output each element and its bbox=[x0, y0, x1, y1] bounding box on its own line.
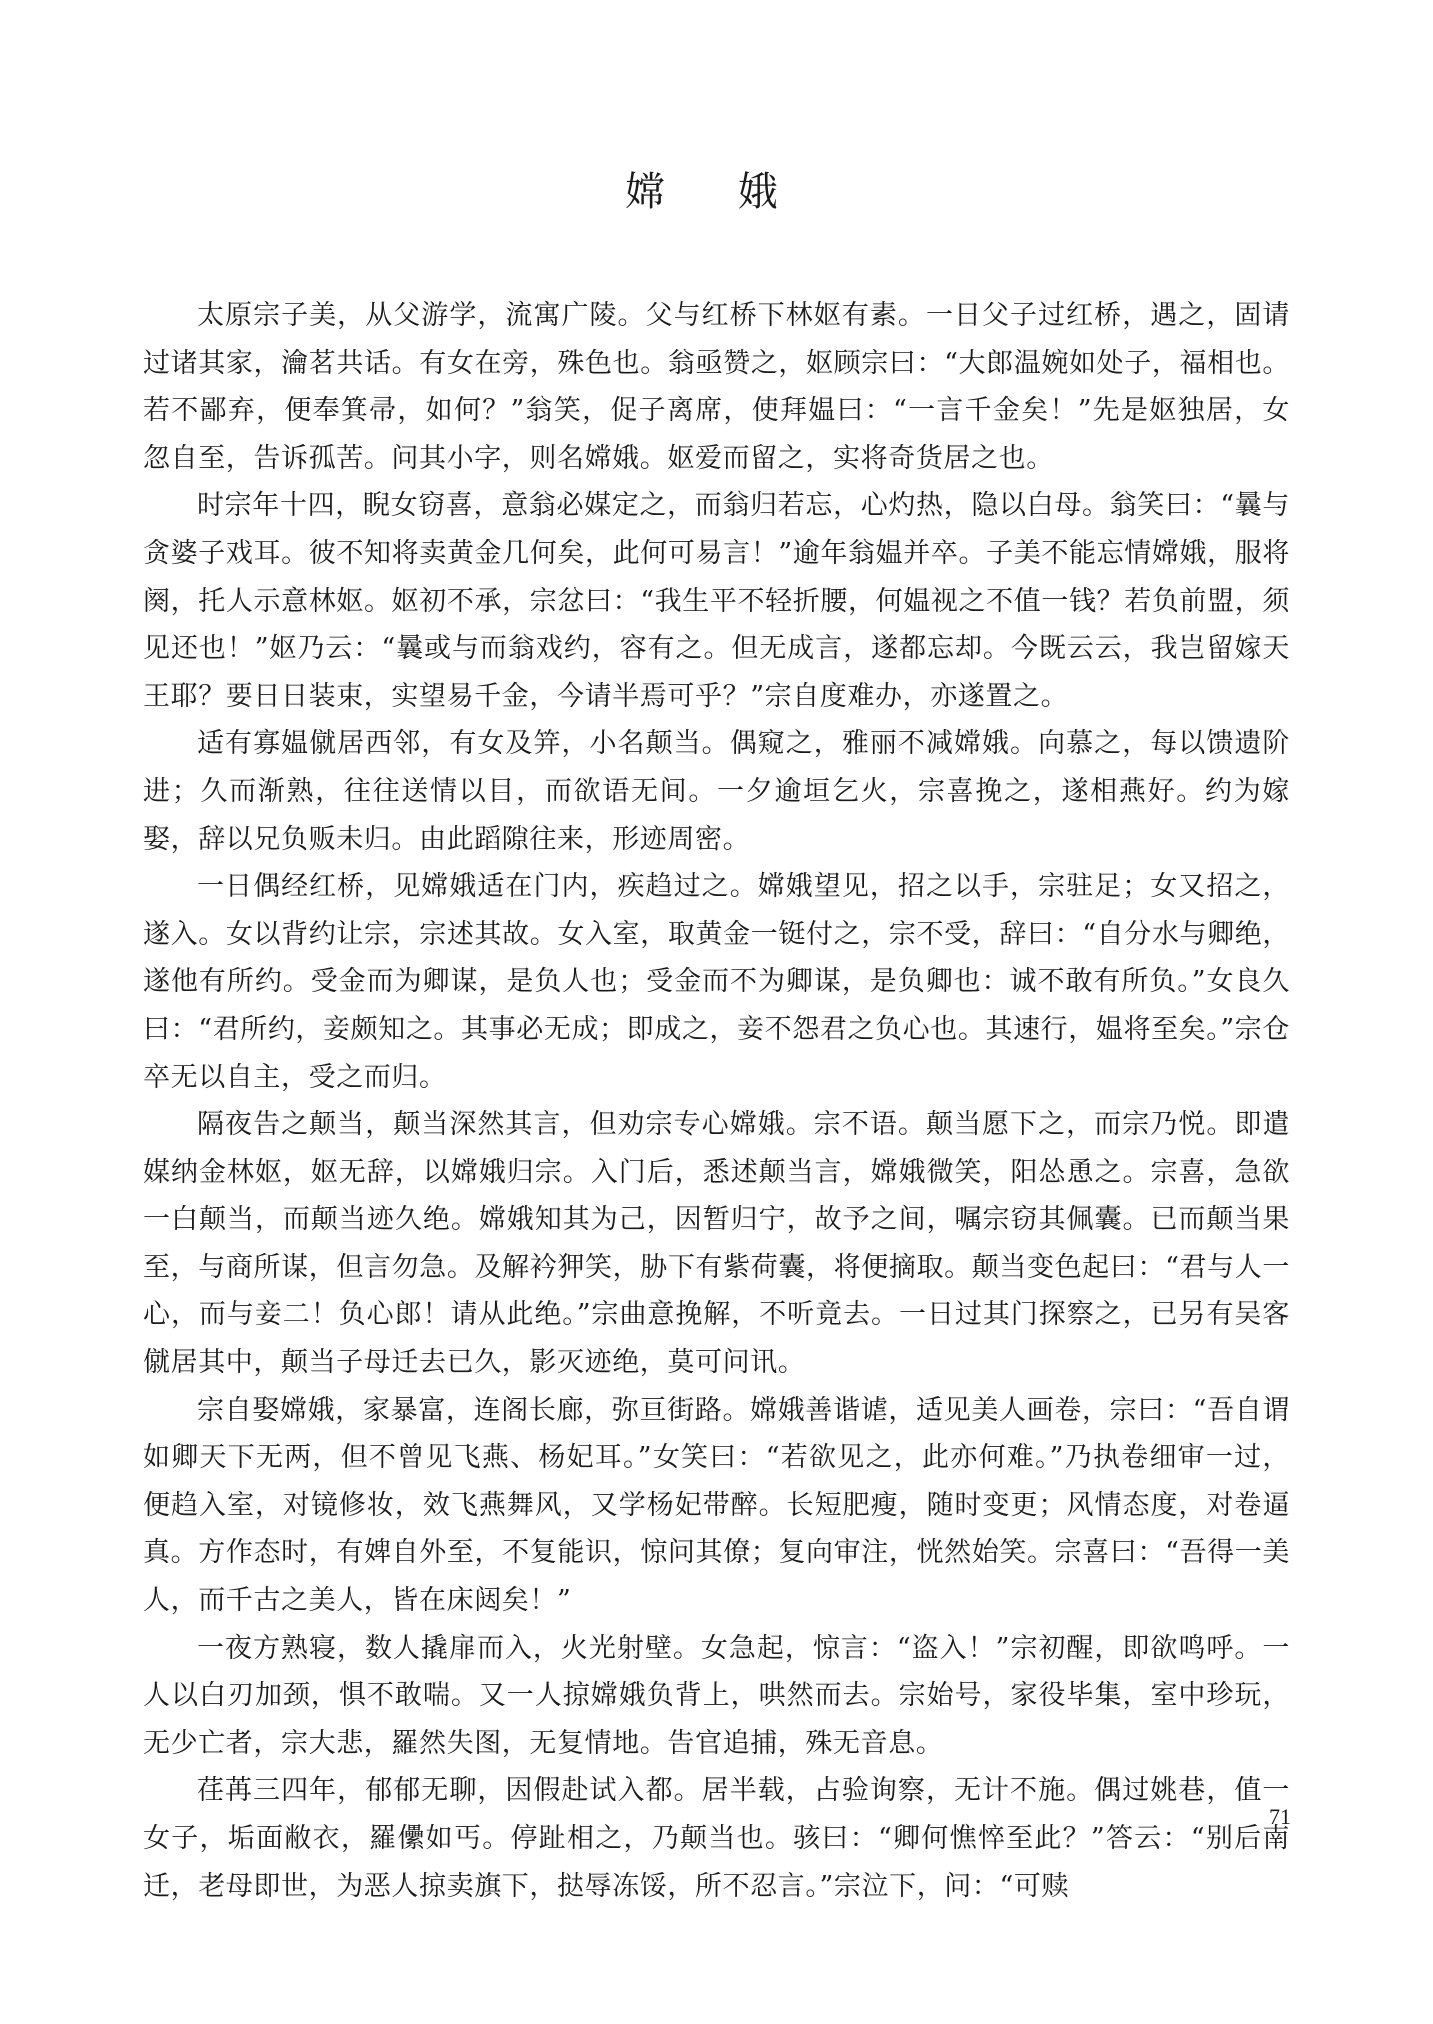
paragraph: 适有寡媪僦居西邻，有女及笄，小名颠当。偶窥之，雅丽不减嫦娥。向慕之，每以馈遗阶进；久而渐熟，往往送情以目，而欲语无间。一夕逾垣乞火，宗喜挽之，遂相燕好。约为嫁娶，辞以兄负贩未归。由此蹈隙往来，形迹周密。 bbox=[143, 728, 1290, 855]
paragraph: 宗自娶嫦娥，家暴富，连阁长廊，弥亘街路。嫦娥善谐谑，适见美人画卷，宗曰：“吾自谓如卿天下无两，但不曾见飞燕、杨妃耳。”女笑曰：“若欲见之，此亦何难。”乃执卷细审一过，便趋入室，对镜修妆，效飞燕舞风，又学杨妃带醉。长短肥瘦，随时变更；风情态度，对卷逼真。方作态时，有婢自外至，不复能识，惊问其僚；复向审注，恍然始笑。宗喜曰：“吾得一美人，而千古之美人，皆在床闼矣！” bbox=[143, 1394, 1290, 1617]
paragraph: 时宗年十四，睨女窃喜，意翁必媒定之，而翁归若忘，心灼热，隐以白母。翁笑曰：“曩与贪婆子戏耳。彼不知将卖黄金几何矣，此何可易言！”逾年翁媪并卒。子美不能忘情嫦娥，服将阕，托人示意林妪。妪初不承，宗忿曰：“我生平不轻折腰，何媪视之不值一钱？若负前盟，须见还也！”妪乃云：“曩或与而翁戏约，容有之。但无成言，遂都忘却。今既云云，我岂留嫁天王耶？要日日装束，实望易千金，今请半焉可乎？”宗自度难办，亦遂置之。 bbox=[143, 490, 1290, 712]
page-number: 71 bbox=[1269, 1804, 1291, 1829]
paragraph: 一日偶经红桥，见嫦娥适在门内，疾趋过之。嫦娥望见，招之以手，宗驻足；女又招之，遂入。女以背约让宗，宗述其故。女入室，取黄金一铤付之，宗不受，辞曰：“自分水与卿绝，遂他有所约。受金而为卿谋，是负人也；受金而不为卿谋，是负卿也：诚不敢有所负。”女良久曰：“君所约，妾颇知之。其事必无成；即成之，妾不怨君之负心也。其速行，媪将至矣。”宗仓卒无以自主，受之而归。 bbox=[143, 871, 1290, 1093]
paragraph: 隔夜告之颠当，颠当深然其言，但劝宗专心嫦娥。宗不语。颠当愿下之，而宗乃悦。即遣媒纳金林妪，妪无辞，以嫦娥归宗。入门后，悉述颠当言，嫦娥微笑，阳怂恿之。宗喜，急欲一白颠当，而颠当迹久绝。嫦娥知其为己，因暂归宁，故予之间，嘱宗窃其佩囊。已而颠当果至，与商所谋，但言勿急。及解衿狎笑，胁下有紫荷囊，将便摘取。颠当变色起曰：“君与人一心，而与妾二！负心郎！请从此绝。”宗曲意挽解，不听竟去。一日过其门探察之，已另有吴客僦居其中，颠当子母迁去已久，影灭迹绝，莫可问讯。 bbox=[143, 1109, 1290, 1379]
paragraph: 一夜方熟寝，数人撬扉而入，火光射壁。女急起，惊言：“盗入！”宗初醒，即欲鸣呼。一人以白刃加颈，惧不敢喘。又一人掠嫦娥负背上，哄然而去。宗始号，家役毕集，室中珍玩，无少亡者，宗大悲，羅然失图，无复情地。告官追捕，殊无音息。 bbox=[143, 1632, 1290, 1759]
chapter-body bbox=[143, 292, 1290, 1910]
chapter-title: 嫦 娥 bbox=[625, 169, 808, 215]
paragraph: 荏苒三四年，郁郁无聊，因假赴试入都。居半载，占验询察，无计不施。偶过姚巷，值一女子，垢面敝衣，羅儽如丐。停趾相之，乃颠当也。骇曰：“卿何憔悴至此？”答云：“别后南迁，老母即世，为恶人掠卖旗下，挞辱冻馁，所不忍言。”宗泣下，问：“可赎 bbox=[143, 1775, 1290, 1902]
paragraph: 太原宗子美，从父游学，流寓广陵。父与红桥下林妪有素。一日父子过红桥，遇之，固请过诸其家，瀹茗共话。有女在旁，殊色也。翁亟赞之，妪顾宗曰：“大郎温婉如处子，福相也。若不鄙弃，便奉箕帚，如何？”翁笑，促子离席，使拜媪曰：“一言千金矣！”先是妪独居，女忽自至，告诉孤苦。问其小字，则名嫦娥。妪爱而留之，实将奇货居之也。 bbox=[143, 300, 1290, 474]
